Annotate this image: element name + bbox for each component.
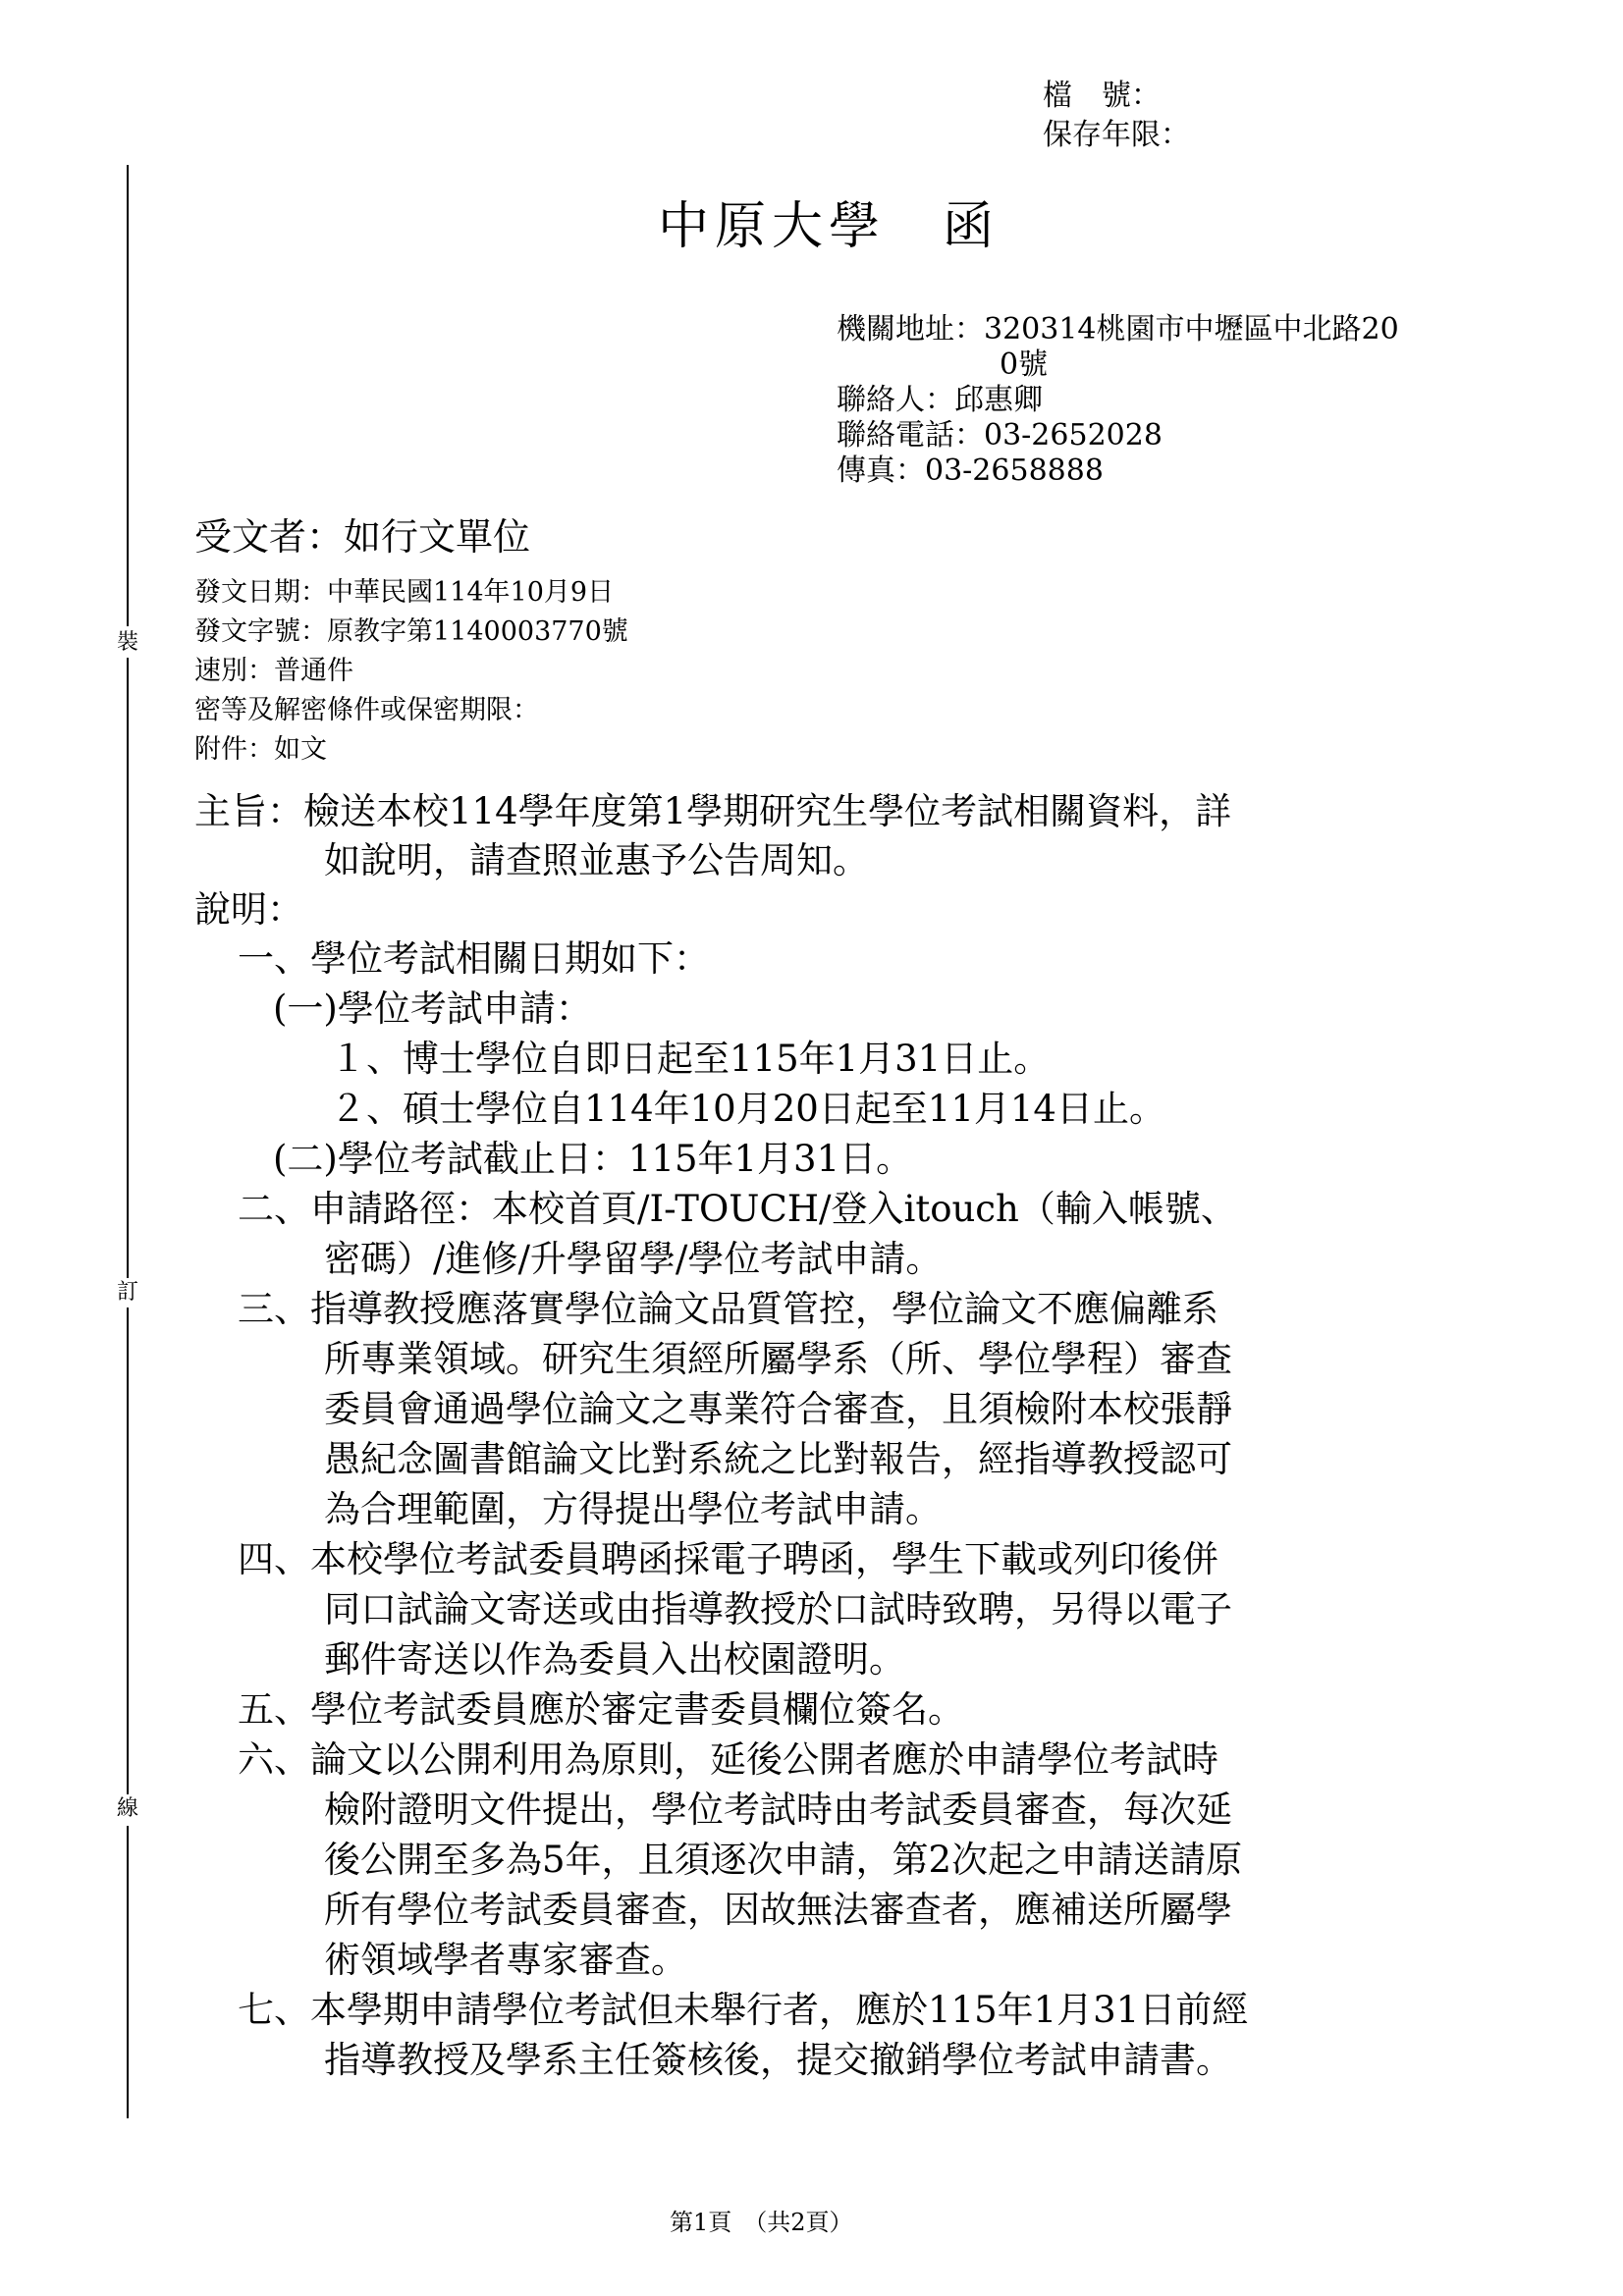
issue-date: 發文日期：中華民國114年10月9日 bbox=[194, 577, 615, 608]
item-4-line: 同口試論文寄送或由指導教授於口試時致聘，另得以電子 bbox=[324, 1588, 1232, 1630]
binding-mark-xian: 線 bbox=[116, 1796, 138, 1821]
delivery-speed: 速別：普通件 bbox=[194, 656, 353, 686]
attachment: 附件：如文 bbox=[194, 734, 327, 765]
item-1-sub-a-2: ２、碩士學位自114年10月20日起至11月14日止。 bbox=[330, 1088, 1165, 1130]
agency-address: 機關地址：320314桃園市中壢區中北路20 bbox=[837, 312, 1399, 347]
item-6-line: 術領域學者專家審查。 bbox=[324, 1939, 687, 1981]
item-1-sub-a: (一)學位考試申請： bbox=[273, 988, 592, 1030]
item-6-line: 檢附證明文件提出，學位考試時由考試委員審查，每次延 bbox=[324, 1789, 1232, 1831]
item-3: 三、指導教授應落實學位論文品質管控，學位論文不應偏離系 bbox=[238, 1288, 1218, 1330]
subject-line: 主旨：檢送本校114學年度第1學期研究生學位考試相關資料，詳 bbox=[194, 790, 1232, 832]
item-1-sub-b: (二)學位考試截止日：115年1月31日。 bbox=[273, 1138, 913, 1180]
item-4: 四、本校學位考試委員聘函採電子聘函，學生下載或列印後併 bbox=[238, 1538, 1218, 1580]
item-2-line: 密碼）/進修/升學留學/學位考試申請。 bbox=[324, 1238, 943, 1280]
item-2: 二、申請路徑：本校首頁/I-TOUCH/登入itouch（輸入帳號、 bbox=[238, 1188, 1237, 1230]
item-6-line: 後公開至多為5年，且須逐次申請，第2次起之申請送請原 bbox=[324, 1839, 1243, 1881]
item-5: 五、學位考試委員應於審定書委員欄位簽名。 bbox=[238, 1688, 964, 1731]
subject-line-continued: 如說明，請查照並惠予公告周知。 bbox=[324, 839, 869, 881]
item-1: 一、學位考試相關日期如下： bbox=[238, 937, 710, 980]
item-3-line: 所專業領域。研究生須經所屬學系（所、學位學程）審查 bbox=[324, 1338, 1232, 1380]
item-6-line: 所有學位考試委員審查，因故無法審查者，應補送所屬學 bbox=[324, 1889, 1232, 1931]
document-title: 中原大學 函 bbox=[658, 197, 1001, 256]
binding-line bbox=[116, 165, 139, 2118]
secrecy-level: 密等及解密條件或保密期限： bbox=[194, 695, 539, 725]
item-4-line: 郵件寄送以作為委員入出校園證明。 bbox=[324, 1638, 905, 1681]
document-number: 發文字號：原教字第1140003770號 bbox=[194, 616, 628, 647]
retention-period-label: 保存年限： bbox=[1043, 118, 1190, 152]
item-3-line: 為合理範圍，方得提出學位考試申請。 bbox=[324, 1488, 942, 1530]
item-6: 六、論文以公開利用為原則，延後公開者應於申請學位考試時 bbox=[238, 1738, 1218, 1781]
fax-number: 傳真：03-2658888 bbox=[837, 454, 1104, 488]
binding-mark-ding: 訂 bbox=[116, 1280, 138, 1305]
contact-person: 聯絡人：邱惠卿 bbox=[837, 383, 1043, 417]
item-1-sub-a-1: １、博士學位自即日起至115年1月31日止。 bbox=[330, 1038, 1051, 1080]
explanation-label: 說明： bbox=[194, 888, 303, 931]
contact-phone: 聯絡電話：03-2652028 bbox=[837, 418, 1163, 453]
item-3-line: 愚紀念圖書館論文比對系統之比對報告，經指導教授認可 bbox=[324, 1438, 1232, 1480]
agency-address-continued: 0號 bbox=[1000, 347, 1049, 382]
page-number: 第1頁 （共2頁） bbox=[670, 2209, 853, 2236]
binding-mark-zhuang: 裝 bbox=[116, 630, 138, 655]
recipient: 受文者：如行文單位 bbox=[194, 515, 531, 559]
item-3-line: 委員會通過學位論文之專業符合審查，且須檢附本校張靜 bbox=[324, 1388, 1232, 1430]
item-7: 七、本學期申請學位考試但未舉行者，應於115年1月31日前經 bbox=[238, 1989, 1249, 2031]
item-7-line: 指導教授及學系主任簽核後，提交撤銷學位考試申請書。 bbox=[324, 2039, 1232, 2081]
file-number-label: 檔 號： bbox=[1043, 79, 1161, 113]
